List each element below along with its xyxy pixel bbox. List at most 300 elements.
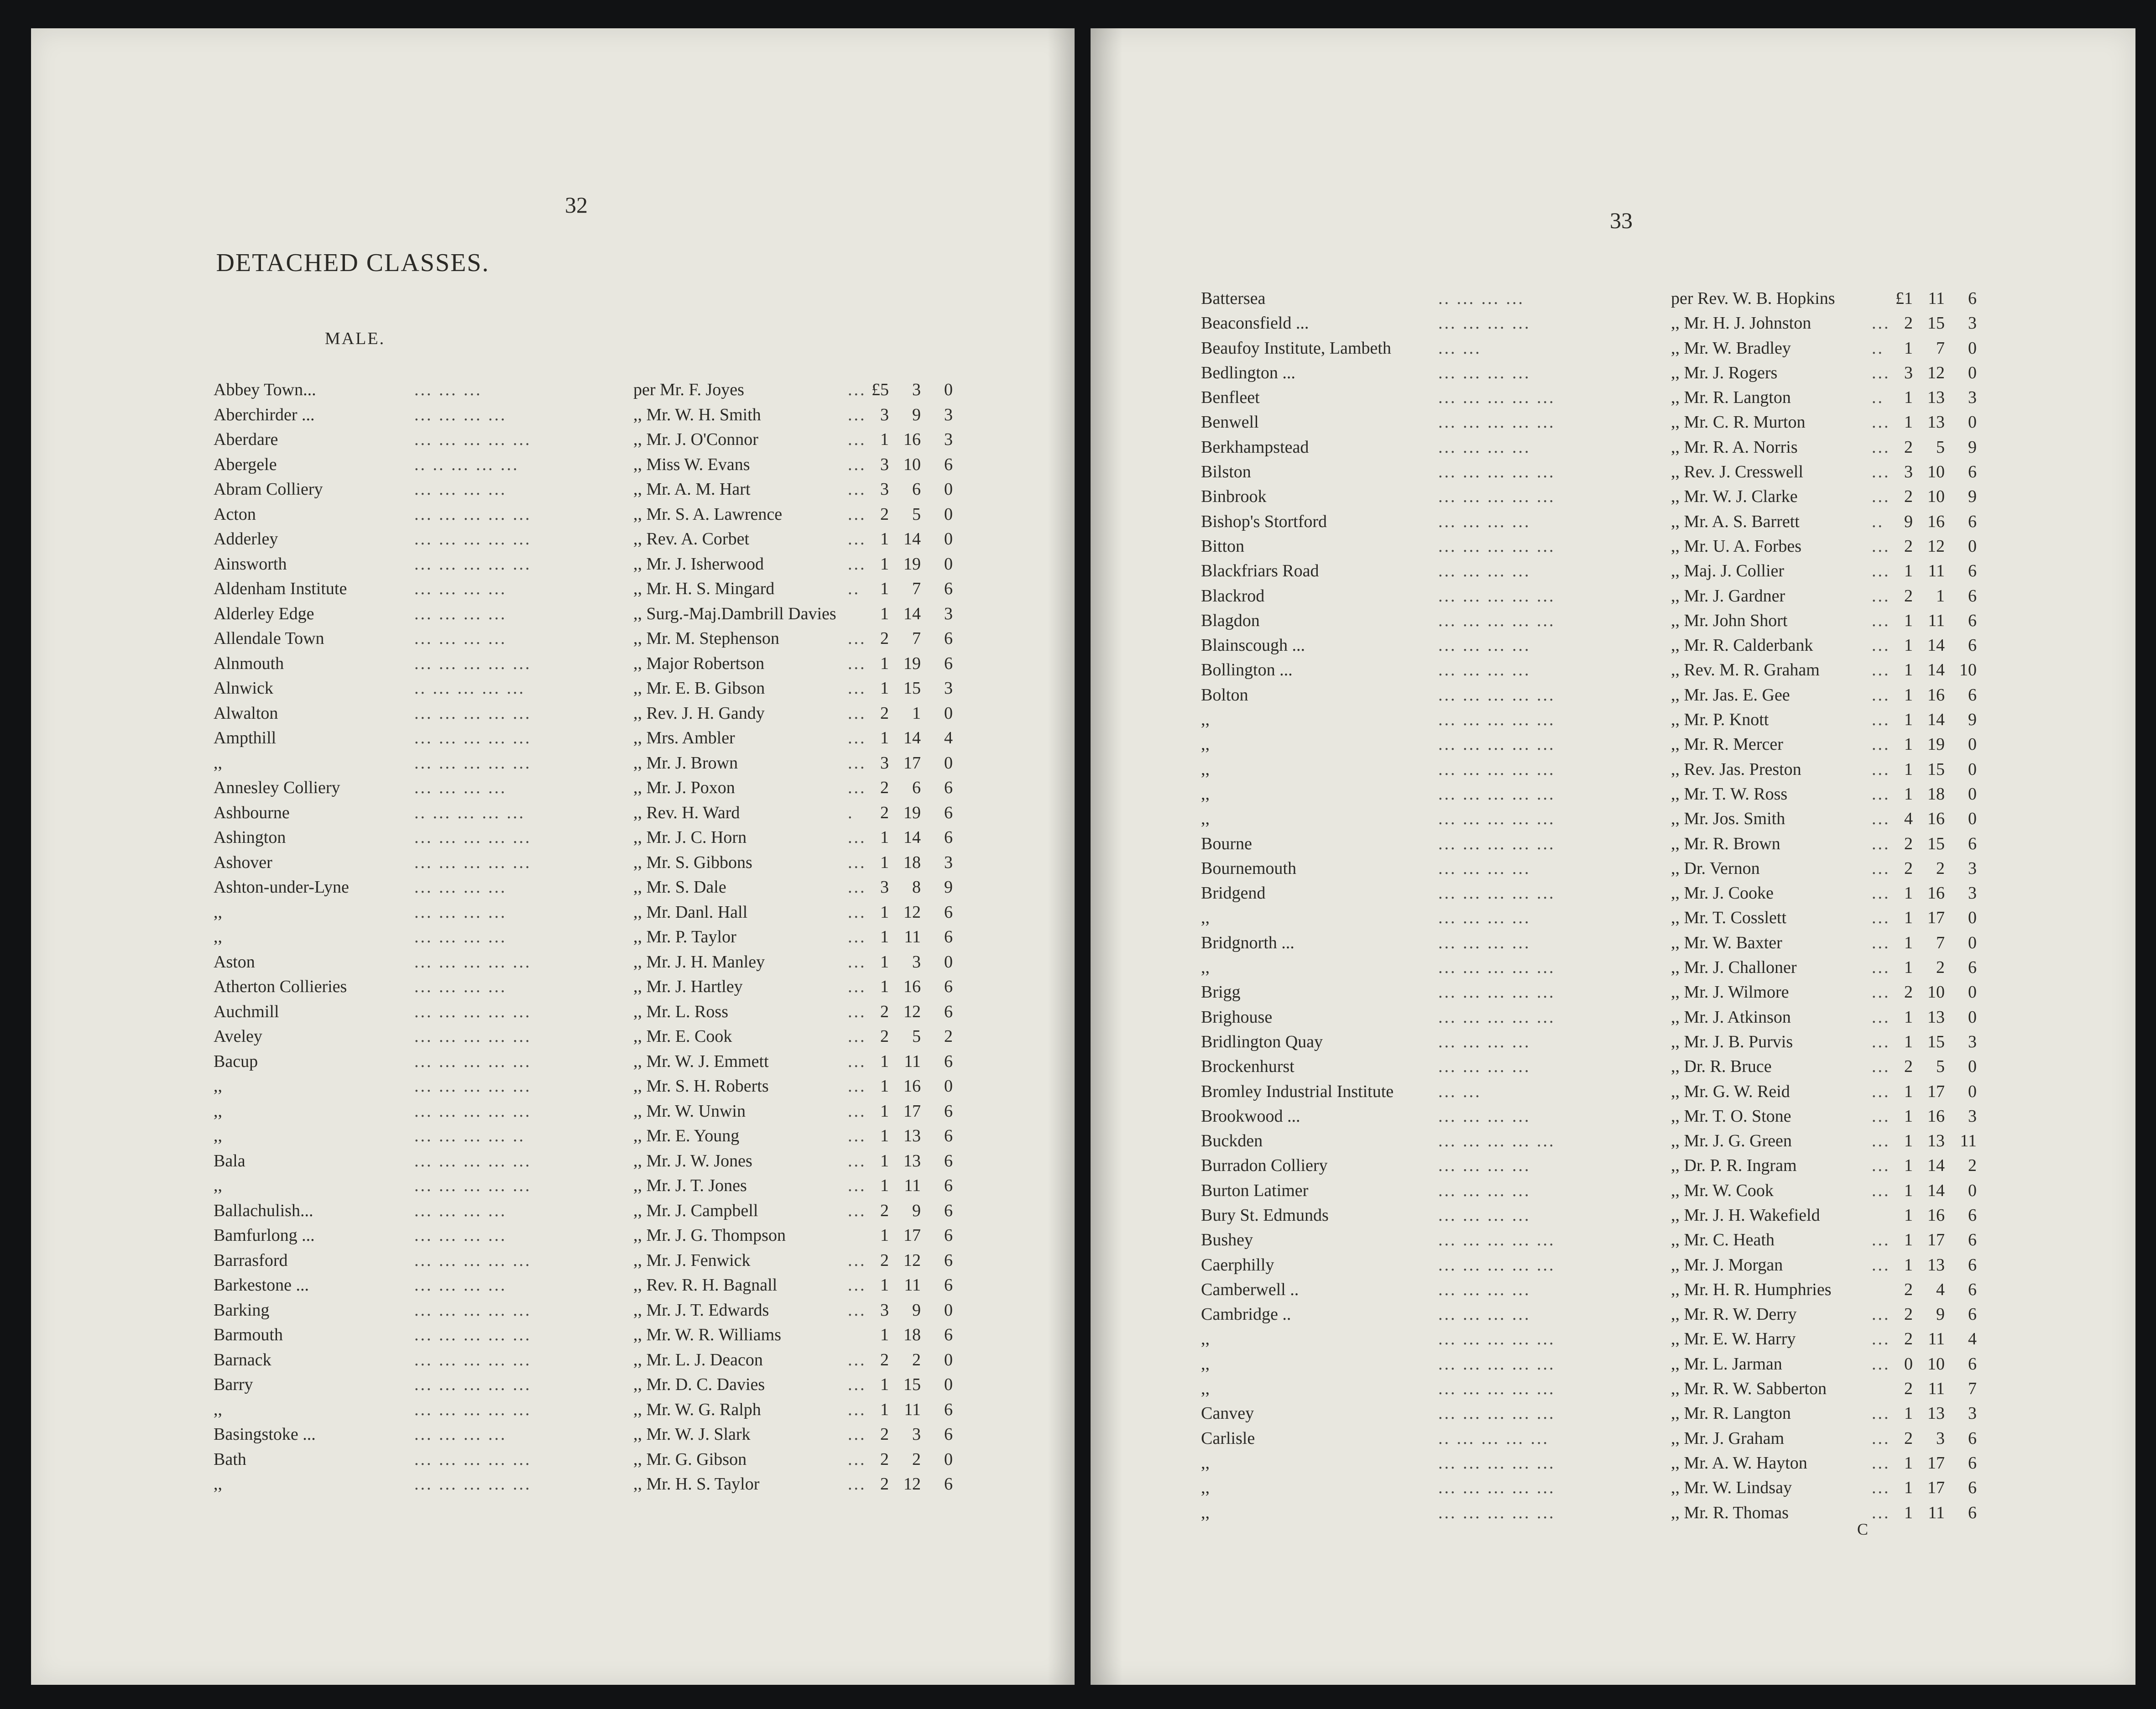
collector-name: ,, Mr. S. A. Lawrence (633, 504, 783, 524)
amount-pence: 6 (1968, 1453, 1977, 1473)
leader-dots: ... (848, 753, 867, 773)
amount-shillings: 10 (1927, 983, 1945, 1002)
leader-dots: ... ... (1438, 1082, 1482, 1101)
leader-dots: ... (848, 1350, 867, 1369)
leader-dots: .. .. ... ... ... (414, 455, 519, 474)
amount-shillings: 5 (1936, 437, 1945, 457)
leader-dots: ... (1872, 586, 1890, 606)
amount-shillings: 5 (912, 1027, 921, 1046)
amount-pounds: 1 (880, 1051, 889, 1071)
amount-shillings: 11 (1928, 1379, 1945, 1399)
amount-pounds: 1 (880, 1275, 889, 1295)
amount-shillings: 12 (1927, 536, 1945, 556)
amount-shillings: 15 (1927, 759, 1945, 779)
place-name: Bourne (1201, 834, 1252, 853)
place-name: Ashton-under-Lyne (214, 878, 349, 897)
amount-pence: 3 (1968, 314, 1977, 333)
collector-name: ,, Mr. L. Ross (633, 1002, 728, 1021)
leader-dots: ... ... ... ... ... (414, 430, 532, 449)
amount-pounds: 1 (1904, 883, 1913, 903)
amount-pence: 2 (1968, 1156, 1977, 1176)
collector-name: ,, Mr. E. Cook (633, 1027, 732, 1046)
amount-pounds: 1 (880, 977, 889, 996)
leader-dots: ... (848, 878, 867, 897)
amount-pounds: 2 (880, 1250, 889, 1270)
amount-pounds: 3 (880, 455, 889, 474)
leader-dots: .. ... ... ... ... (1438, 1428, 1549, 1448)
collector-name: ,, Mr. A. W. Hayton (1671, 1453, 1807, 1473)
collector-name: per Rev. W. B. Hopkins (1671, 289, 1835, 308)
amount-pence: 0 (1968, 908, 1977, 928)
leader-dots: ... (848, 430, 867, 449)
leader-dots: ... (1872, 1156, 1890, 1176)
amount-pence: 0 (1968, 809, 1977, 829)
leader-dots: .. ... ... ... (1438, 289, 1524, 308)
amount-pence: 3 (1968, 1404, 1977, 1423)
amount-shillings: 16 (1927, 685, 1945, 705)
leader-dots: .. (1872, 388, 1884, 408)
collector-name: ,, Mr. J. H. Wakefield (1671, 1205, 1820, 1225)
collector-name: ,, Rev. M. R. Graham (1671, 660, 1820, 680)
amount-pence: 0 (944, 1077, 953, 1096)
leader-dots: ... (1872, 636, 1890, 655)
place-name: ,, (1201, 908, 1210, 928)
amount-pence: 3 (1968, 1032, 1977, 1051)
amount-shillings: 10 (903, 455, 921, 474)
amount-shillings: 3 (912, 380, 921, 399)
leader-dots: ... ... ... ... ... (1438, 1379, 1556, 1399)
amount-pence: 9 (944, 878, 953, 897)
amount-pence: 6 (1968, 636, 1977, 655)
amount-pence: 6 (1968, 1503, 1977, 1522)
leader-dots: ... ... ... ... (1438, 314, 1531, 333)
page-number: 32 (565, 192, 588, 218)
leader-dots: ... (1872, 933, 1890, 952)
leader-dots: .. (1872, 512, 1884, 531)
amount-pence: 6 (1968, 1305, 1977, 1324)
leader-dots: ... ... ... ... ... (1438, 1131, 1556, 1151)
collector-name: ,, Mr. W. R. Williams (633, 1325, 781, 1344)
amount-pence: 3 (1968, 883, 1977, 903)
amount-pounds: 1 (1904, 1032, 1913, 1051)
collector-name: ,, Mr. J. Atkinson (1671, 1007, 1791, 1027)
leader-dots: ... ... ... ... ... (414, 529, 532, 549)
leader-dots: ... (848, 1201, 867, 1220)
place-name: Bacup (214, 1051, 258, 1071)
place-name: Benwell (1201, 413, 1259, 432)
amount-pence: 0 (1968, 1181, 1977, 1200)
amount-pounds: 1 (1904, 1478, 1913, 1498)
place-name: Ashbourne (214, 803, 290, 822)
leader-dots: ... ... ... ... ... (414, 1400, 532, 1419)
leader-dots: ... (1872, 908, 1890, 928)
leader-dots: ... (1872, 462, 1890, 482)
amount-pounds: 3 (880, 878, 889, 897)
amount-pence: 6 (1968, 289, 1977, 308)
collector-name: ,, Mr. W. H. Smith (633, 405, 761, 424)
leader-dots: ... ... ... ... ... (1438, 784, 1556, 804)
place-name: ,, (1201, 710, 1210, 730)
collector-name: ,, Mr. J. Isherwood (633, 554, 764, 574)
amount-shillings: 13 (1927, 1404, 1945, 1423)
place-name: Barkestone ... (214, 1275, 309, 1295)
leader-dots: ... ... ... (414, 380, 482, 399)
amount-pounds: 1 (880, 1151, 889, 1171)
collector-name: ,, Mr. J. T. Jones (633, 1176, 747, 1195)
leader-dots: ... (1872, 1329, 1890, 1349)
amount-shillings: 12 (903, 1474, 921, 1494)
amount-pounds: 1 (1904, 561, 1913, 581)
amount-pence: 3 (1968, 858, 1977, 878)
amount-shillings: 16 (1927, 512, 1945, 531)
amount-pounds: 1 (1904, 958, 1913, 977)
leader-dots: ... (848, 480, 867, 499)
leader-dots: ... (848, 1400, 867, 1419)
amount-pence: 0 (944, 753, 953, 773)
leader-dots: ... ... ... ... (1438, 512, 1531, 531)
place-name: Brigg (1201, 983, 1241, 1002)
amount-shillings: 17 (1927, 1478, 1945, 1498)
amount-shillings: 3 (912, 952, 921, 972)
amount-shillings: 14 (1927, 710, 1945, 730)
leader-dots: ... ... ... ... ... (1438, 586, 1556, 606)
leader-dots: ... (848, 952, 867, 972)
collector-name: ,, Mr. E. W. Harry (1671, 1329, 1796, 1349)
collector-name: ,, Mr. R. Langton (1671, 388, 1791, 408)
collector-name: ,, Rev. Jas. Preston (1671, 759, 1801, 779)
amount-pounds: 3 (880, 1300, 889, 1320)
collector-name: ,, Mr. W. J. Slark (633, 1425, 751, 1444)
leader-dots: ... ... ... ... ... (414, 828, 532, 847)
collector-name: ,, Mr. R. Thomas (1671, 1503, 1789, 1522)
leader-dots: ... (1872, 784, 1890, 804)
amount-shillings: 11 (1928, 561, 1945, 581)
leader-dots: ... ... ... ... (1438, 1280, 1531, 1299)
leader-dots: ... ... ... ... ... (414, 1449, 532, 1469)
collector-name: ,, Mr. J. W. Jones (633, 1151, 752, 1171)
leader-dots: ... (1872, 1057, 1890, 1077)
collector-name: ,, Mr. J. Cooke (1671, 883, 1774, 903)
place-name: Alderley Edge (214, 604, 314, 623)
amount-shillings: 13 (1927, 1131, 1945, 1151)
leader-dots: ... ... ... ... ... (1438, 1007, 1556, 1027)
leader-dots: ... ... ... ... ... (1438, 1404, 1556, 1423)
leader-dots: ... (848, 852, 867, 872)
amount-pounds: 1 (880, 828, 889, 847)
section-heading: MALE. (324, 329, 386, 348)
amount-shillings: 6 (912, 480, 921, 499)
leader-dots: ... (1872, 1007, 1890, 1027)
place-name: Barnack (214, 1350, 271, 1369)
amount-pounds: 1 (1904, 710, 1913, 730)
amount-pence: 6 (1968, 1354, 1977, 1374)
place-name: ,, (214, 1400, 222, 1419)
leader-dots: ... ... ... ... (1438, 660, 1531, 680)
amount-pence: 6 (944, 927, 953, 946)
leader-dots: ... (1872, 958, 1890, 977)
amount-shillings: 2 (912, 1449, 921, 1469)
amount-pence: 6 (1968, 1280, 1977, 1299)
amount-pounds: 2 (880, 1425, 889, 1444)
amount-pence: 6 (944, 1002, 953, 1021)
leader-dots: ... (1872, 536, 1890, 556)
amount-pounds: 1 (1904, 388, 1913, 408)
amount-pence: 3 (944, 430, 953, 449)
place-name: Blackfriars Road (1201, 561, 1319, 581)
amount-shillings: 19 (1927, 735, 1945, 754)
place-name: ,, (1201, 784, 1210, 804)
leader-dots: ... ... ... ... ... (414, 1325, 532, 1344)
amount-pounds: 1 (1904, 908, 1913, 928)
place-name: ,, (214, 927, 222, 946)
collector-name: ,, Mr. L. J. Deacon (633, 1350, 763, 1369)
amount-shillings: 16 (903, 977, 921, 996)
amount-pounds: 1 (880, 653, 889, 673)
place-name: Auchmill (214, 1002, 279, 1021)
amount-pence: 6 (944, 977, 953, 996)
amount-pounds: 2 (880, 1350, 889, 1369)
leader-dots: ... (1872, 363, 1890, 382)
amount-pence: 3 (1968, 388, 1977, 408)
amount-pence: 6 (944, 1176, 953, 1195)
place-name: Blainscough ... (1201, 636, 1305, 655)
place-name: Basingstoke ... (214, 1425, 316, 1444)
leader-dots: ... (1872, 1255, 1890, 1275)
amount-pence: 0 (1968, 933, 1977, 952)
amount-pence: 6 (1968, 685, 1977, 705)
collector-name: ,, Mr. U. A. Forbes (1671, 536, 1802, 556)
amount-shillings: 9 (912, 1201, 921, 1220)
leader-dots: ... ... ... ... ... (1438, 1453, 1556, 1473)
collector-name: ,, Mr. J. T. Edwards (633, 1300, 769, 1320)
leader-dots: ... (1872, 759, 1890, 779)
place-name: ,, (214, 902, 222, 922)
collector-name: ,, Maj. J. Collier (1671, 561, 1785, 581)
amount-shillings: 18 (903, 852, 921, 872)
amount-shillings: 19 (903, 653, 921, 673)
amount-pence: 9 (1968, 437, 1977, 457)
amount-pence: 6 (1968, 611, 1977, 630)
collector-name: ,, Mr. W. Unwin (633, 1101, 746, 1121)
collector-name: ,, Rev. R. H. Bagnall (633, 1275, 778, 1295)
place-name: Camberwell .. (1201, 1280, 1299, 1299)
amount-pounds: 2 (880, 803, 889, 822)
amount-pence: 7 (1968, 1379, 1977, 1399)
place-name: ,, (1201, 1354, 1210, 1374)
amount-shillings: 14 (903, 604, 921, 623)
amount-pence: 3 (1968, 1106, 1977, 1126)
leader-dots: ... (848, 728, 867, 747)
amount-pounds: 1 (1904, 1255, 1913, 1275)
place-name: Ashington (214, 828, 286, 847)
amount-shillings: 14 (903, 728, 921, 747)
leader-dots: ... (1872, 561, 1890, 581)
amount-shillings: 16 (1927, 1106, 1945, 1126)
amount-pounds: 2 (1904, 536, 1913, 556)
amount-shillings: 19 (903, 803, 921, 822)
leader-dots: ... (1872, 1503, 1890, 1522)
place-name: ,, (1201, 735, 1210, 754)
leader-dots: ... (1872, 314, 1890, 333)
amount-pence: 2 (944, 1027, 953, 1046)
amount-shillings: 18 (1927, 784, 1945, 804)
leader-dots: ... ... ... ... (414, 778, 507, 797)
leader-dots: ... ... ... ... ... (1438, 710, 1556, 730)
leader-dots: ... (848, 1027, 867, 1046)
amount-pounds: 1 (1904, 685, 1913, 705)
collector-name: ,, Mr. J. Campbell (633, 1201, 758, 1220)
amount-pence: 6 (944, 1474, 953, 1494)
place-name: Battersea (1201, 289, 1266, 308)
place-name: Bitton (1201, 536, 1245, 556)
amount-pounds: 1 (880, 1077, 889, 1096)
place-name: Bournemouth (1201, 858, 1296, 878)
place-name: ,, (214, 753, 222, 773)
amount-pounds: 3 (880, 405, 889, 424)
leader-dots: ... (848, 703, 867, 723)
amount-pence: 6 (1968, 1255, 1977, 1275)
place-name: ,, (1201, 1478, 1210, 1498)
leader-dots: ... ... ... ... ... (1438, 1354, 1556, 1374)
place-name: Burton Latimer (1201, 1181, 1309, 1200)
place-name: Aston (214, 952, 255, 972)
amount-shillings: 7 (1936, 933, 1945, 952)
leader-dots: ... ... ... ... (1438, 1106, 1531, 1126)
amount-shillings: 19 (903, 554, 921, 574)
amount-pence: 6 (944, 1051, 953, 1071)
amount-shillings: 11 (904, 1051, 921, 1071)
amount-shillings: 17 (903, 1101, 921, 1121)
leader-dots: ... ... ... ... (1438, 858, 1531, 878)
amount-shillings: 15 (1927, 834, 1945, 853)
leader-dots: ... (848, 1375, 867, 1394)
leader-dots: ... (848, 679, 867, 698)
leader-dots: ... ... ... ... ... (414, 504, 532, 524)
leader-dots: ... (1872, 1082, 1890, 1101)
leader-dots: ... ... ... ... (1438, 1205, 1531, 1225)
amount-pounds: 2 (1904, 1379, 1913, 1399)
collector-name: ,, Mr. S. Dale (633, 878, 726, 897)
amount-shillings: 9 (912, 1300, 921, 1320)
leader-dots: ... ... ... ... (1438, 1305, 1531, 1324)
leader-dots: ... ... ... ... ... (1438, 536, 1556, 556)
collector-name: ,, Mr. C. R. Murton (1671, 413, 1806, 432)
place-name: Bala (214, 1151, 245, 1171)
amount-shillings: 11 (904, 1400, 921, 1419)
amount-shillings: 14 (1927, 636, 1945, 655)
amount-pounds: 1 (880, 1226, 889, 1245)
collector-name: ,, Mr. R. Mercer (1671, 735, 1783, 754)
leader-dots: ... (848, 1474, 867, 1494)
collector-name: ,, Mr. W. J. Clarke (1671, 487, 1798, 507)
amount-pence: 3 (944, 852, 953, 872)
amount-pence: 6 (944, 1250, 953, 1270)
place-name: Canvey (1201, 1404, 1254, 1423)
leader-dots: ... (848, 902, 867, 922)
amount-shillings: 6 (912, 778, 921, 797)
collector-name: ,, Mr. H. S. Mingard (633, 579, 775, 598)
collector-name: ,, Mr. T. O. Stone (1671, 1106, 1791, 1126)
collector-name: ,, Mr. J. C. Horn (633, 828, 747, 847)
collector-name: ,, Mr. H. S. Taylor (633, 1474, 760, 1494)
leader-dots: ... ... ... ... ... (1438, 487, 1556, 507)
amount-shillings: 12 (1927, 363, 1945, 382)
leader-dots: ... ... ... ... (1438, 1057, 1531, 1077)
place-name: Annesley Colliery (214, 778, 340, 797)
amount-pounds: 2 (1904, 1428, 1913, 1448)
place-name: Beaufoy Institute, Lambeth (1201, 338, 1391, 358)
place-name: Bedlington ... (1201, 363, 1295, 382)
amount-shillings: 3 (1936, 1428, 1945, 1448)
amount-pounds: 3 (1904, 462, 1913, 482)
amount-shillings: 7 (1936, 338, 1945, 358)
leader-dots: ... (848, 828, 867, 847)
place-name: Alwalton (214, 703, 278, 723)
page-number: 33 (1610, 208, 1633, 233)
amount-pounds: 1 (1904, 1131, 1913, 1151)
amount-pounds: 1 (1904, 1181, 1913, 1200)
amount-pence: 6 (944, 1126, 953, 1145)
collector-name: ,, Mr. J. Brown (633, 753, 738, 773)
leader-dots: ... ... ... ... ... (414, 1176, 532, 1195)
amount-pence: 6 (944, 1400, 953, 1419)
collector-name: ,, Mr. J. Wilmore (1671, 983, 1789, 1002)
leader-dots: ... ... ... ... ... (414, 952, 532, 972)
amount-shillings: 17 (1927, 1230, 1945, 1250)
amount-pounds: 2 (880, 629, 889, 648)
amount-shillings: 16 (1927, 883, 1945, 903)
amount-shillings: 5 (1936, 1057, 1945, 1077)
amount-pence: 3 (944, 679, 953, 698)
amount-pounds: £5 (872, 380, 889, 399)
leader-dots: ... ... (1438, 338, 1482, 358)
amount-pounds: 9 (1904, 512, 1913, 531)
amount-pence: 6 (944, 1151, 953, 1171)
amount-shillings: 9 (912, 405, 921, 424)
leader-dots: ... ... ... ... ... (414, 1027, 532, 1046)
leader-dots: ... ... ... ... (414, 927, 507, 946)
leader-dots: ... ... ... ... (1438, 636, 1531, 655)
amount-pence: 0 (944, 529, 953, 549)
place-name: Bridlington Quay (1201, 1032, 1323, 1051)
amount-pounds: 1 (880, 952, 889, 972)
leader-dots: ... (848, 1275, 867, 1295)
leader-dots: ... ... ... ... (414, 878, 507, 897)
leader-dots: ... ... ... ... (1438, 1156, 1531, 1176)
leader-dots: ... (1872, 413, 1890, 432)
amount-pounds: 2 (1904, 487, 1913, 507)
collector-name: ,, Mr. J. B. Purvis (1671, 1032, 1793, 1051)
leader-dots: ... (848, 1151, 867, 1171)
amount-pounds: 2 (1904, 314, 1913, 333)
amount-pounds: 1 (880, 679, 889, 698)
leader-dots: ... (1872, 437, 1890, 457)
amount-pence: 9 (1968, 710, 1977, 730)
amount-pounds: 1 (1904, 1082, 1913, 1101)
leader-dots: ... (848, 1101, 867, 1121)
collector-name: ,, Mr. W. Lindsay (1671, 1478, 1792, 1498)
leader-dots: ... (1872, 685, 1890, 705)
amount-shillings: 13 (1927, 1007, 1945, 1027)
amount-pounds: 1 (1904, 759, 1913, 779)
amount-pounds: 2 (1904, 1280, 1913, 1299)
amount-pence: 6 (944, 1425, 953, 1444)
leader-dots: ... ... ... ... (1438, 363, 1531, 382)
amount-pence: 6 (944, 803, 953, 822)
place-name: Aberchirder ... (214, 405, 315, 424)
place-name: ,, (1201, 958, 1210, 977)
place-name: ,, (214, 1176, 222, 1195)
